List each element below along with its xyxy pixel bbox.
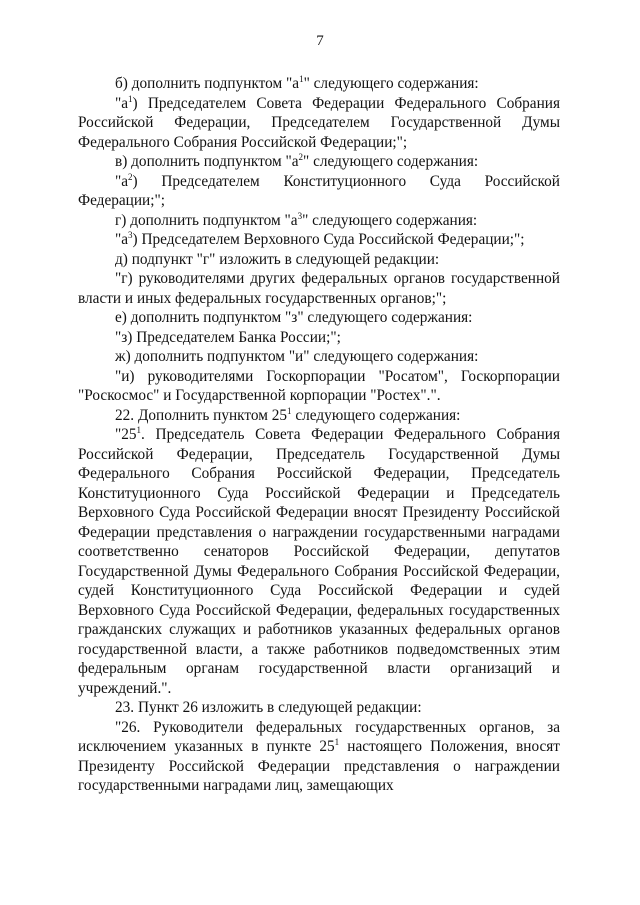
superscript: 1 [128, 93, 133, 104]
paragraph-text: 22. Дополнить пунктом 25 [115, 406, 288, 424]
paragraph-text-continued: ) Председателем Совета Федерации Федерального Собрания Российской Федерации, Председателем Государственной Думы Федерального Собрания Российской Федерации;"; [78, 94, 560, 151]
paragraph [78, 328, 560, 348]
paragraph-text: е) дополнить подпунктом "з" следующего содержания: [115, 309, 473, 326]
paragraph [78, 230, 560, 250]
paragraph [78, 269, 560, 308]
paragraph-text: "а [115, 94, 129, 112]
paragraph-text: "25 [115, 426, 137, 443]
paragraph [78, 425, 560, 698]
paragraph [78, 172, 560, 211]
superscript: 1 [334, 737, 340, 747]
paragraph [78, 308, 560, 328]
paragraph [78, 94, 560, 153]
paragraph [78, 347, 560, 367]
paragraph-text: "и) руководителями Госкорпорации "Росатом", Госкорпорации "Роскосмос" и Государственной корпорации "Ростех".". [78, 367, 560, 404]
paragraph-text: "а [115, 231, 129, 248]
paragraph [78, 718, 560, 796]
paragraph [78, 406, 560, 426]
paragraph-text-continued: " следующего содержания: [303, 153, 479, 170]
superscript: 2 [298, 152, 304, 162]
paragraph-text: б) дополнить подпунктом "а [115, 75, 300, 92]
superscript: 3 [297, 210, 303, 221]
paragraph-text: в) дополнить подпунктом "а [115, 153, 299, 170]
superscript: 1 [287, 405, 292, 416]
paragraph-text: г) дополнить подпунктом "а [115, 211, 298, 229]
paragraph-text-continued: следующего содержания: [291, 406, 461, 424]
paragraph-text: "26. Руководители федеральных государственных органов, за исключением указанных в пункте 25 [78, 718, 560, 755]
paragraph [78, 152, 560, 172]
paragraph [78, 250, 560, 270]
paragraph-text-continued: настоящего Положения, вносят Президенту Российской Федерации представления о награждении государственными наградами лиц, замещающих [78, 738, 560, 794]
paragraph-text-continued: ) Председателем Верховного Суда Российской Федерации;"; [132, 231, 525, 248]
paragraph-text-continued: " следующего содержания: [302, 211, 478, 229]
paragraph-text-continued: " следующего содержания: [303, 75, 479, 92]
paragraph [78, 698, 560, 718]
paragraph-text: "а [115, 172, 129, 190]
paragraph-text: 23. Пункт 26 изложить в следующей редакции: [115, 699, 422, 716]
paragraph-text: "з) Председателем Банка России;"; [115, 328, 341, 346]
paragraph-text-continued: . Председатель Совета Федерации Федерального Собрания Российской Федерации, Председатель Государственной Думы Федерального Собрания Российской Федерации, Председатель Конституционного Суда Российской Федерации и Председатель Верховного Суда Российской Федерации вносят Президенту Российской Федерации представления о награждении государственными наградами соответственно сенаторов Российской Федерации, депутатов Государственной Думы Федерального Собрания Российской Федерации, судей Конституционного Суда Российской Федерации и судей Верховного Суда Российской Федерации, федеральных государственных гражданских служащих и работников указанных федеральных органов государственной власти, а также работников подведомственных этим федеральным органам государственной власти организаций и учреждений.". [78, 426, 560, 697]
superscript: 2 [128, 171, 133, 182]
paragraph-text: "г) руководителями других федеральных органов государственной власти и иных федеральных государственных органов;"; [78, 270, 560, 307]
document-body [78, 74, 560, 796]
superscript: 1 [299, 74, 304, 84]
superscript: 3 [128, 230, 133, 240]
page-number: 7 [316, 33, 324, 49]
paragraph [78, 74, 560, 94]
superscript: 1 [136, 425, 142, 435]
paragraph-text-continued: ) Председателем Конституционного Суда Российской Федерации;"; [78, 172, 560, 209]
paragraph-text: д) подпункт "г" изложить в следующей редакции: [115, 250, 440, 268]
paragraph-text: ж) дополнить подпунктом "и" следующего содержания: [115, 348, 479, 365]
paragraph [78, 211, 560, 231]
paragraph [78, 367, 560, 406]
